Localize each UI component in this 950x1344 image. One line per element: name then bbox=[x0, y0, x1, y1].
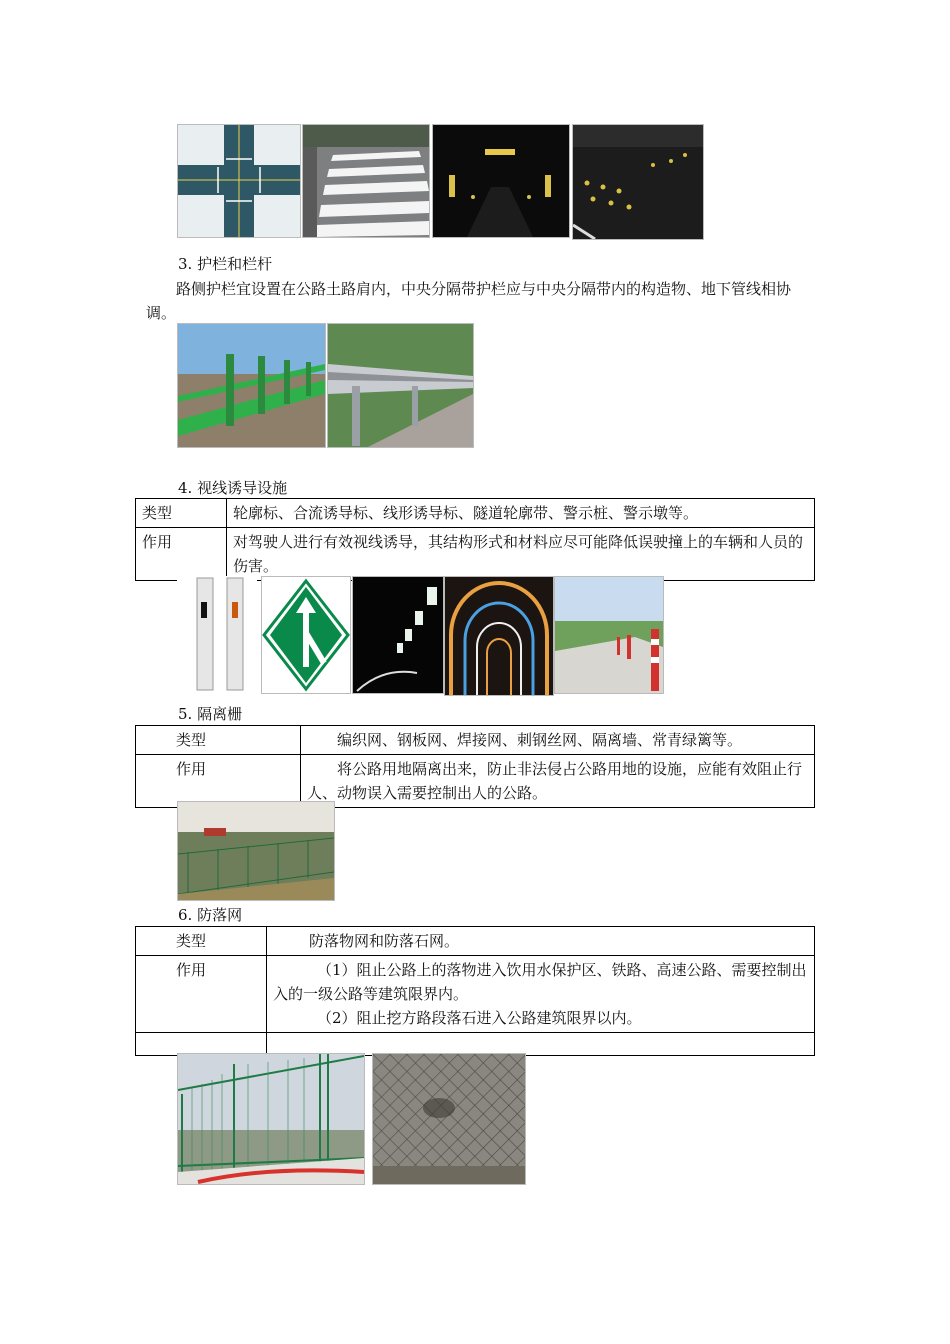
photo-raised-road-markers bbox=[572, 124, 704, 240]
photo-merge-sign bbox=[261, 576, 351, 694]
photo-warning-posts bbox=[554, 576, 664, 694]
heading-fence: 5. 隔离栅 bbox=[178, 705, 243, 723]
table-falling-net bbox=[135, 926, 815, 1056]
cell-type-value: 防落物网和防落石网。 bbox=[267, 927, 815, 956]
cell-use-label: 作用 bbox=[136, 755, 301, 808]
photo-night-tunnel-lights bbox=[432, 124, 570, 238]
cell-use-label: 作用 bbox=[136, 956, 267, 1033]
cell-use-label: 作用 bbox=[136, 528, 227, 581]
photo-rockfall-net bbox=[372, 1053, 526, 1185]
cell-type-label: 类型 bbox=[136, 499, 227, 528]
cell-type-label: 类型 bbox=[136, 927, 267, 956]
use-item-2: （2）阻止挖方路段落石进入公路建筑限界以内。 bbox=[317, 1009, 642, 1027]
cell-use-value bbox=[267, 956, 815, 1033]
photo-intersection-markings bbox=[177, 124, 301, 238]
photo-tunnel-contour-band bbox=[444, 576, 554, 696]
table-fence bbox=[135, 725, 815, 808]
heading-visual-guidance: 4. 视线诱导设施 bbox=[178, 479, 288, 497]
use-item-1: （1）阻止公路上的落物进入饮用水保护区、铁路、高速公路、需要控制出入的一级公路等建筑限界内。 bbox=[273, 961, 807, 1003]
photo-isolation-fence bbox=[177, 801, 335, 901]
table-row bbox=[136, 528, 815, 581]
table-row bbox=[136, 927, 815, 956]
heading-guardrails: 3. 护栏和栏杆 bbox=[178, 255, 273, 273]
photo-curve-markers bbox=[352, 576, 444, 694]
photo-steel-guardrail bbox=[327, 323, 474, 448]
cell-type-value: 轮廓标、合流诱导标、线形诱导标、隧道轮廓带、警示桩、警示墩等。 bbox=[227, 499, 815, 528]
table-row bbox=[136, 956, 815, 1033]
cell-type-value: 编织网、钢板网、焊接网、刺钢丝网、隔离墙、常青绿篱等。 bbox=[301, 726, 815, 755]
photo-anti-throw-fence bbox=[177, 1053, 365, 1185]
photo-delineator-posts bbox=[177, 576, 257, 692]
photo-zebra-crossing bbox=[302, 124, 430, 238]
cell-type-label: 类型 bbox=[136, 726, 301, 755]
table-row bbox=[136, 755, 815, 808]
cell-use-value: 将公路用地隔离出来，防止非法侵占公路用地的设施，应能有效阻止行人、动物误入需要控制出人的公路。 bbox=[301, 755, 815, 808]
table-visual-guidance bbox=[135, 498, 815, 581]
cell-use-value: 对驾驶人进行有效视线诱导，其结构形式和材料应尽可能降低误驶撞上的车辆和人员的伤害。 bbox=[227, 528, 815, 581]
paragraph-guardrails: 路侧护栏宜设置在公路土路肩内，中央分隔带护栏应与中央分隔带内的构造物、地下管线相协调。 bbox=[146, 280, 792, 322]
photo-green-guardrail bbox=[177, 323, 326, 448]
table-row bbox=[136, 499, 815, 528]
table-row bbox=[136, 726, 815, 755]
heading-falling-net: 6. 防落网 bbox=[178, 906, 243, 924]
